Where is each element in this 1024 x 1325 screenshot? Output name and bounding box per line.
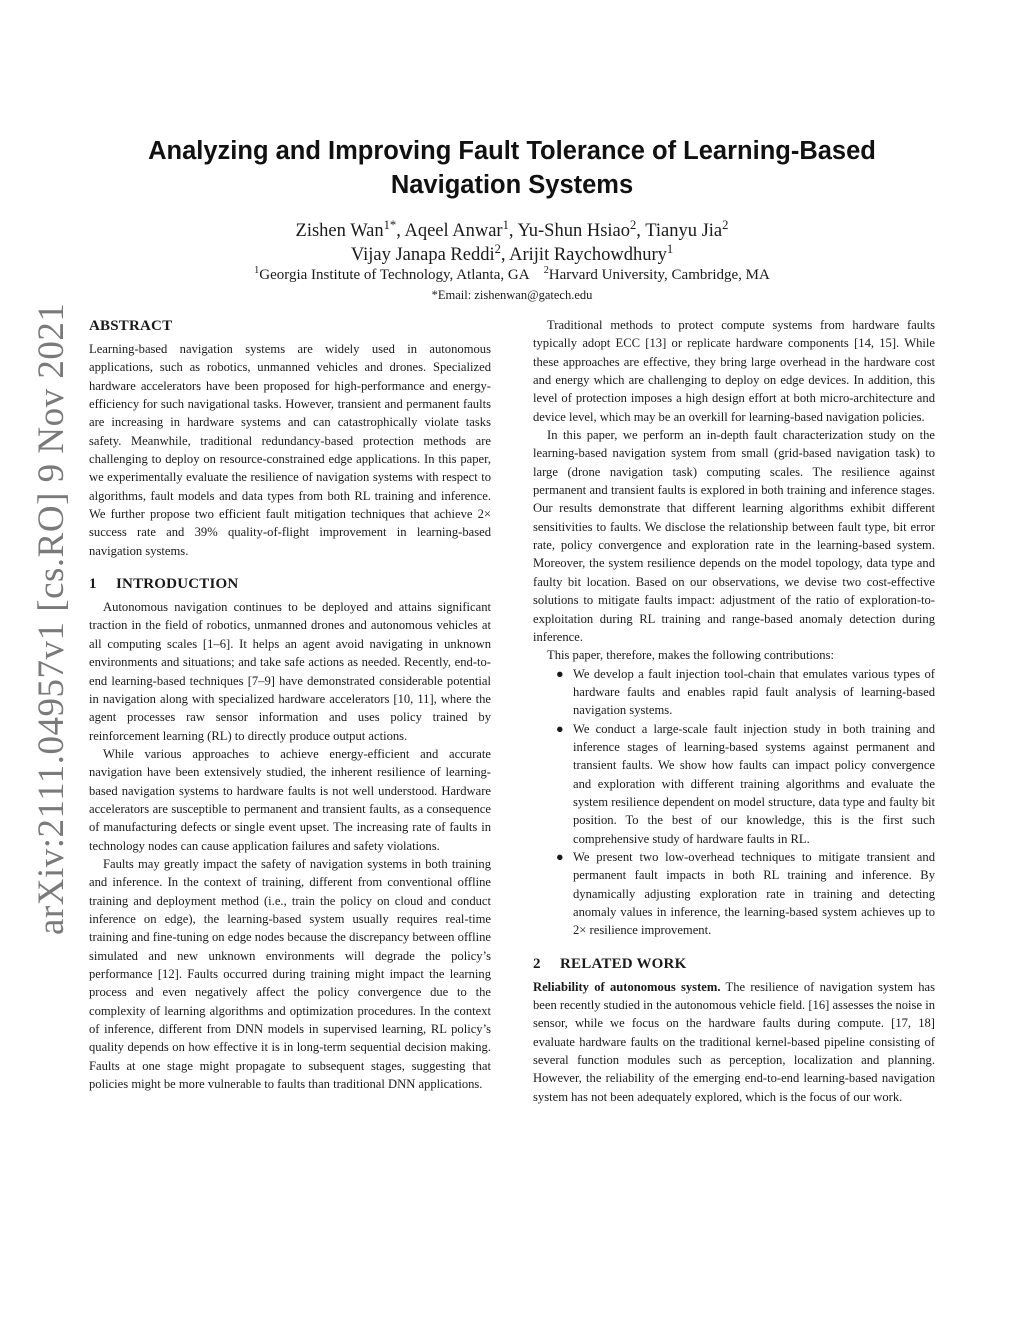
paragraph-lead: Reliability of autonomous system. <box>533 979 721 994</box>
related-work-heading <box>533 954 935 974</box>
affiliation-harvard: Harvard University, Cambridge, MA <box>548 267 770 283</box>
author-list <box>90 219 934 267</box>
abstract-heading: ABSTRACT <box>89 318 173 334</box>
contribution-text: We conduct a large-scale fault injection study in both training and inference stages of learning-based systems against permanent and transient faults. We show how faults can impact policy convergence and exploration with different training algorithms and evaluate the system resilience dependent on model structure, data type and faulty bit position. To the best of our knowledge, this is the first such comprehensive study of hardware faults in RL. <box>573 721 935 846</box>
bullet-icon: ● <box>556 721 564 736</box>
author-line-2: Vijay Janapa Reddi$^2$, Arijit Raychowdhury$^1$ <box>350 241 674 265</box>
right-column <box>533 316 935 1106</box>
affiliation-sup: 1 <box>254 265 260 276</box>
contribution-text: We present two low-overhead techniques to mitigate transient and permanent fault impacts in both RL training and inference. By dynamically adjusting exploration rate in training and detecting anomaly values in inference, the learning-based system achieves up to 2× resilience improvement. <box>573 849 935 938</box>
intro-paragraph-3: Faults may greatly impact the safety of navigation systems in both training and inference. In the context of training, different from conventional offline training and deployment method (i.e., train the policy on cloud and conduct inference on edge), the learning-based system usually requires real-time training and fine-tuning on edge nodes because the discrepancy between offline simulated and new unknown environments will degrade the policy’s performance [12]. Faults occurred during training might impact the learning process and even negatively affect the policy convergence due to the complexity of learning algorithms and optimization procedures. In the context of inference, different from DNN models in supervised learning, RL policy’s quality depends on how effective it is in long-term sequential decision making. Faults at one stage might propagate to subsequent stages, suggesting that policies might be more vulnerable to faults than traditional DNN applications. <box>89 856 491 1092</box>
section-title: INTRODUCTION <box>116 576 239 593</box>
contribution-item <box>556 665 935 720</box>
left-column <box>89 316 491 1093</box>
contribution-item <box>556 720 935 848</box>
author-name: Tianyu Jia <box>645 221 723 241</box>
intro-paragraph-1: Autonomous navigation continues to be deployed and attains significant traction in the field of robotics, unmanned drones and autonomous vehicles at all computing scales [1–6]. It helps an agent avoid navigating in unknown environments and situations; and take safe actions as needed. Recently, end-to-end learning-based techniques [7–9] have demonstrated considerable potential in navigation along with specialized hardware accelerators [10, 11], where the agent processes raw sensor information and uses policy trained by reinforcement learning (RL) to directly produce output actions. <box>89 600 491 743</box>
section-title: RELATED WORK <box>560 955 687 972</box>
author-sup: 1* <box>383 217 397 232</box>
intro-paragraph-2: While various approaches to achieve energy-efficient and accurate navigation have been extensively studied, the inherent resilience of learning-based navigation systems to hardware faults is not well understood. Hardware accelerators are susceptible to permanent and transient faults, as a consequence of manufacturing defects or single event upset. The increasing rate of faults in technology nodes can cause application failures and safety violations. <box>89 746 491 853</box>
author-name: Yu-Shun Hsiao <box>517 221 630 241</box>
contribution-text: We develop a fault injection tool-chain that emulates various types of hardware faults and enables rapid fault analysis of learning-based navigation systems. <box>573 666 935 718</box>
abstract-text: Learning-based navigation systems are widely used in autonomous applications, such as robotics, unmanned vehicles and drones. Specialized hardware accelerators have been proposed for high-performance and energy-efficiency for such navigational tasks. However, transient and permanent faults are increasing in hardware systems and can catastrophically violate tasks safety. Meanwhile, traditional redundancy-based protection methods are challenging to deploy on resource-constrained edge applications. In this paper, we experimentally evaluate the resilience of navigation systems with respect to algorithms, fault models and data types from both RL training and inference. We further propose two efficient fault mitigation techniques that achieve 2× success rate and 39% quality-of-flight improvement in learning-based navigation systems. <box>89 342 491 558</box>
intro-paragraph-6: This paper, therefore, makes the following contributions: <box>547 648 834 663</box>
introduction-heading <box>89 574 491 594</box>
contribution-list <box>533 665 935 940</box>
bullet-icon: ● <box>556 849 564 864</box>
author-sup: 1 <box>502 217 509 232</box>
author-name: Vijay Janapa Reddi <box>350 245 495 265</box>
author-sup: 2 <box>722 217 729 232</box>
author-line-1: Zishen Wan$^{1*}$, Aqeel Anwar$^1$, Yu-Shun Hsiao$^2$, Tianyu Jia$^2$ <box>295 217 729 241</box>
arxiv-identifier: arXiv:2111.04957v1 [cs.RO] 9 Nov 2021 <box>31 302 72 935</box>
author-sup: 2 <box>494 241 501 256</box>
intro-paragraph-4: Traditional methods to protect compute systems from hardware faults typically adopt ECC [13] or replicate hardware components [14, 15]. While these approaches are effective, they bring large overhead in the hardware cost and energy which are challenging to deploy on edge devices. In addition, this level of protection imposes a high design effort at both micro-architecture and device level, which may be an overkill for learning-based navigation policies. <box>533 318 935 424</box>
author-sup: 1 <box>666 241 674 256</box>
author-name: Aqeel Anwar <box>404 221 503 241</box>
author-sup: 2 <box>630 217 637 232</box>
affiliation-sup: 2 <box>543 265 549 276</box>
corresponding-email: *Email: zishenwan@gatech.edu <box>431 288 593 302</box>
paper-title: Analyzing and Improving Fault Tolerance of Learning-Based Navigation Systems <box>148 137 876 199</box>
related-work-paragraph <box>533 978 935 1106</box>
author-name: Zishen Wan <box>295 221 384 241</box>
contribution-item <box>556 848 935 940</box>
intro-paragraph-5: In this paper, we perform an in-depth fault characterization study on the learning-based navigation system from small (grid-based navigation task) to large (drone navigation task) computing scales. The resilience against permanent and transient faults is explored in both training and inference stages. Our results demonstrate that different learning algorithms exhibit different sensitivities to faults. We disclose the relationship between fault type, bit error rate, policy convergence and exploration rate in the learning-based system. Moreover, the system resilience depends on the model topology, data type and faulty bit location. Based on our observations, we devise two cost-effective solutions to mitigate faults impact: adjustment of the ratio of exploration-to-exploitation during RL training and range-based anomaly detection during inference. <box>533 428 935 644</box>
author-name: Arijit Raychowdhury <box>509 245 667 265</box>
affiliation-georgia-tech: Georgia Institute of Technology, Atlanta, GA <box>259 267 529 283</box>
paragraph-body: The resilience of navigation system has been recently studied in the autonomous vehicle field. [16] assesses the noise in sensor, while we focus on the hardware faults during compute. [17, 18] evaluate hardware faults on the traditional kernel-based pipeline consisting of several function modules such as perception, localization and planning. However, the reliability of the emerging end-to-end learning-based navigation system has not been adequately explored, which is the focus of our work. <box>533 979 935 1104</box>
affiliations <box>90 265 934 285</box>
section-number: 2 <box>533 955 541 972</box>
section-number: 1 <box>89 576 97 593</box>
bullet-icon: ● <box>556 666 564 681</box>
